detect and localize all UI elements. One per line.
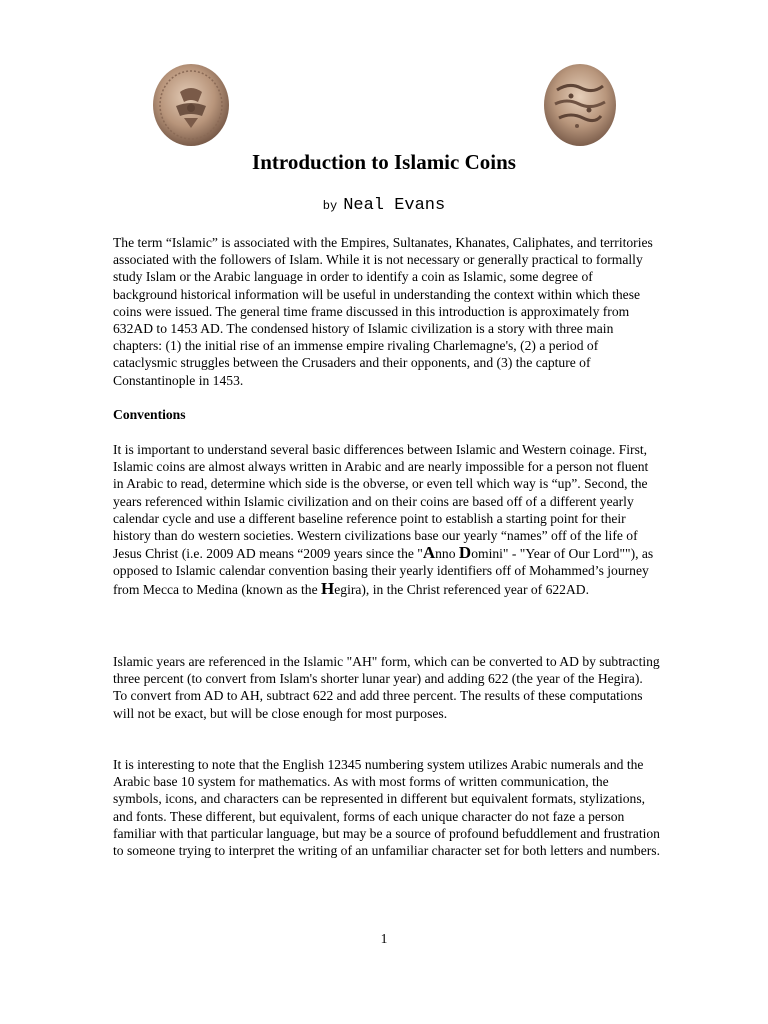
- intro-paragraph: The term “Islamic” is associated with the Empires, Sultanates, Khanates, Caliphates, and territories associated with the followers of Islam. While it is not necessary or generally practical to formally study Islam or the Arabic language in order to identify a coin as Islamic, some degree of background historical information will be useful in understanding the context within which these coins were issued. The general time frame discussed in this introduction is approximately from 632AD to 1453 AD. The condensed history of Islamic civilization is a story with three main chapters: (1) the initial rise of an immense empire rivaling Charlemagne's, (2) a period of cataclysmic struggles between the Crusaders and their opponents, and (3) the capture of Constantinople in 1453.: [113, 235, 653, 388]
- ah-paragraph: Islamic years are referenced in the Islamic "AH" form, which can be converted to AD by subtracting three percent (to convert from Islam's shorter lunar year) and adding 622 (the year of the Hegira). To convert from AD to AH, subtract 622 and add three percent. The results of these computations will not be exact, but will be close enough for most purposes.: [113, 654, 660, 721]
- byline-by: by: [322, 199, 338, 213]
- byline: [0, 193, 768, 218]
- domini-initial: D: [458, 543, 472, 563]
- anno-rest: nno: [435, 546, 459, 562]
- hegira-initial: H: [321, 578, 335, 598]
- anno-initial: A: [422, 543, 436, 563]
- conventions-paragraph: [113, 441, 660, 598]
- coin-image-left: [150, 62, 232, 148]
- conventions-text-part1: It is important to understand several basic differences between Islamic and Western coinage. First, Islamic coins are almost always written in Arabic and are nearly impossible for a person not fluent in Arabic to read, determine which side is the obverse, or even tell which way is “up”. Second, the years referenced within Islamic civilization and on their coins are based off of a different yearly calendar cycle and use a different baseline reference point to establish a starting point for their history than do western societies. Western civilizations base our yearly “names” off of the life of Jesus Christ (i.e. 2009 AD means “2009 years since the ": [113, 442, 649, 562]
- numerals-paragraph: It is interesting to note that the English 12345 numbering system utilizes Arabic numerals and the Arabic base 10 system for mathematics. As with most forms of written communication, the symbols, icons, and characters can be represented in different but equivalent formats, stylizations, and fonts. These different, but equivalent, forms of each unique character do not faze a person familiar with that particular language, but may be a source of profound befuddlement and frustration to someone trying to interpret the writing of an unfamiliar character set for both letters and numbers.: [113, 757, 660, 859]
- author-name: Neal Evans: [343, 196, 446, 215]
- coin-image-right: [541, 62, 619, 148]
- page-number: 1: [380, 931, 388, 946]
- section-heading-conventions: Conventions: [113, 407, 186, 422]
- page-title: Introduction to Islamic Coins: [252, 150, 516, 174]
- conventions-text-part2: omini" - "Year of Our Lord""), as opposed to Islamic calendar convention basing their yearly identifiers off of Mohammed’s journey from Mecca to Medina (known as the: [113, 546, 654, 597]
- conventions-text-part3: egira), in the Christ referenced year of 622AD.: [334, 581, 590, 597]
